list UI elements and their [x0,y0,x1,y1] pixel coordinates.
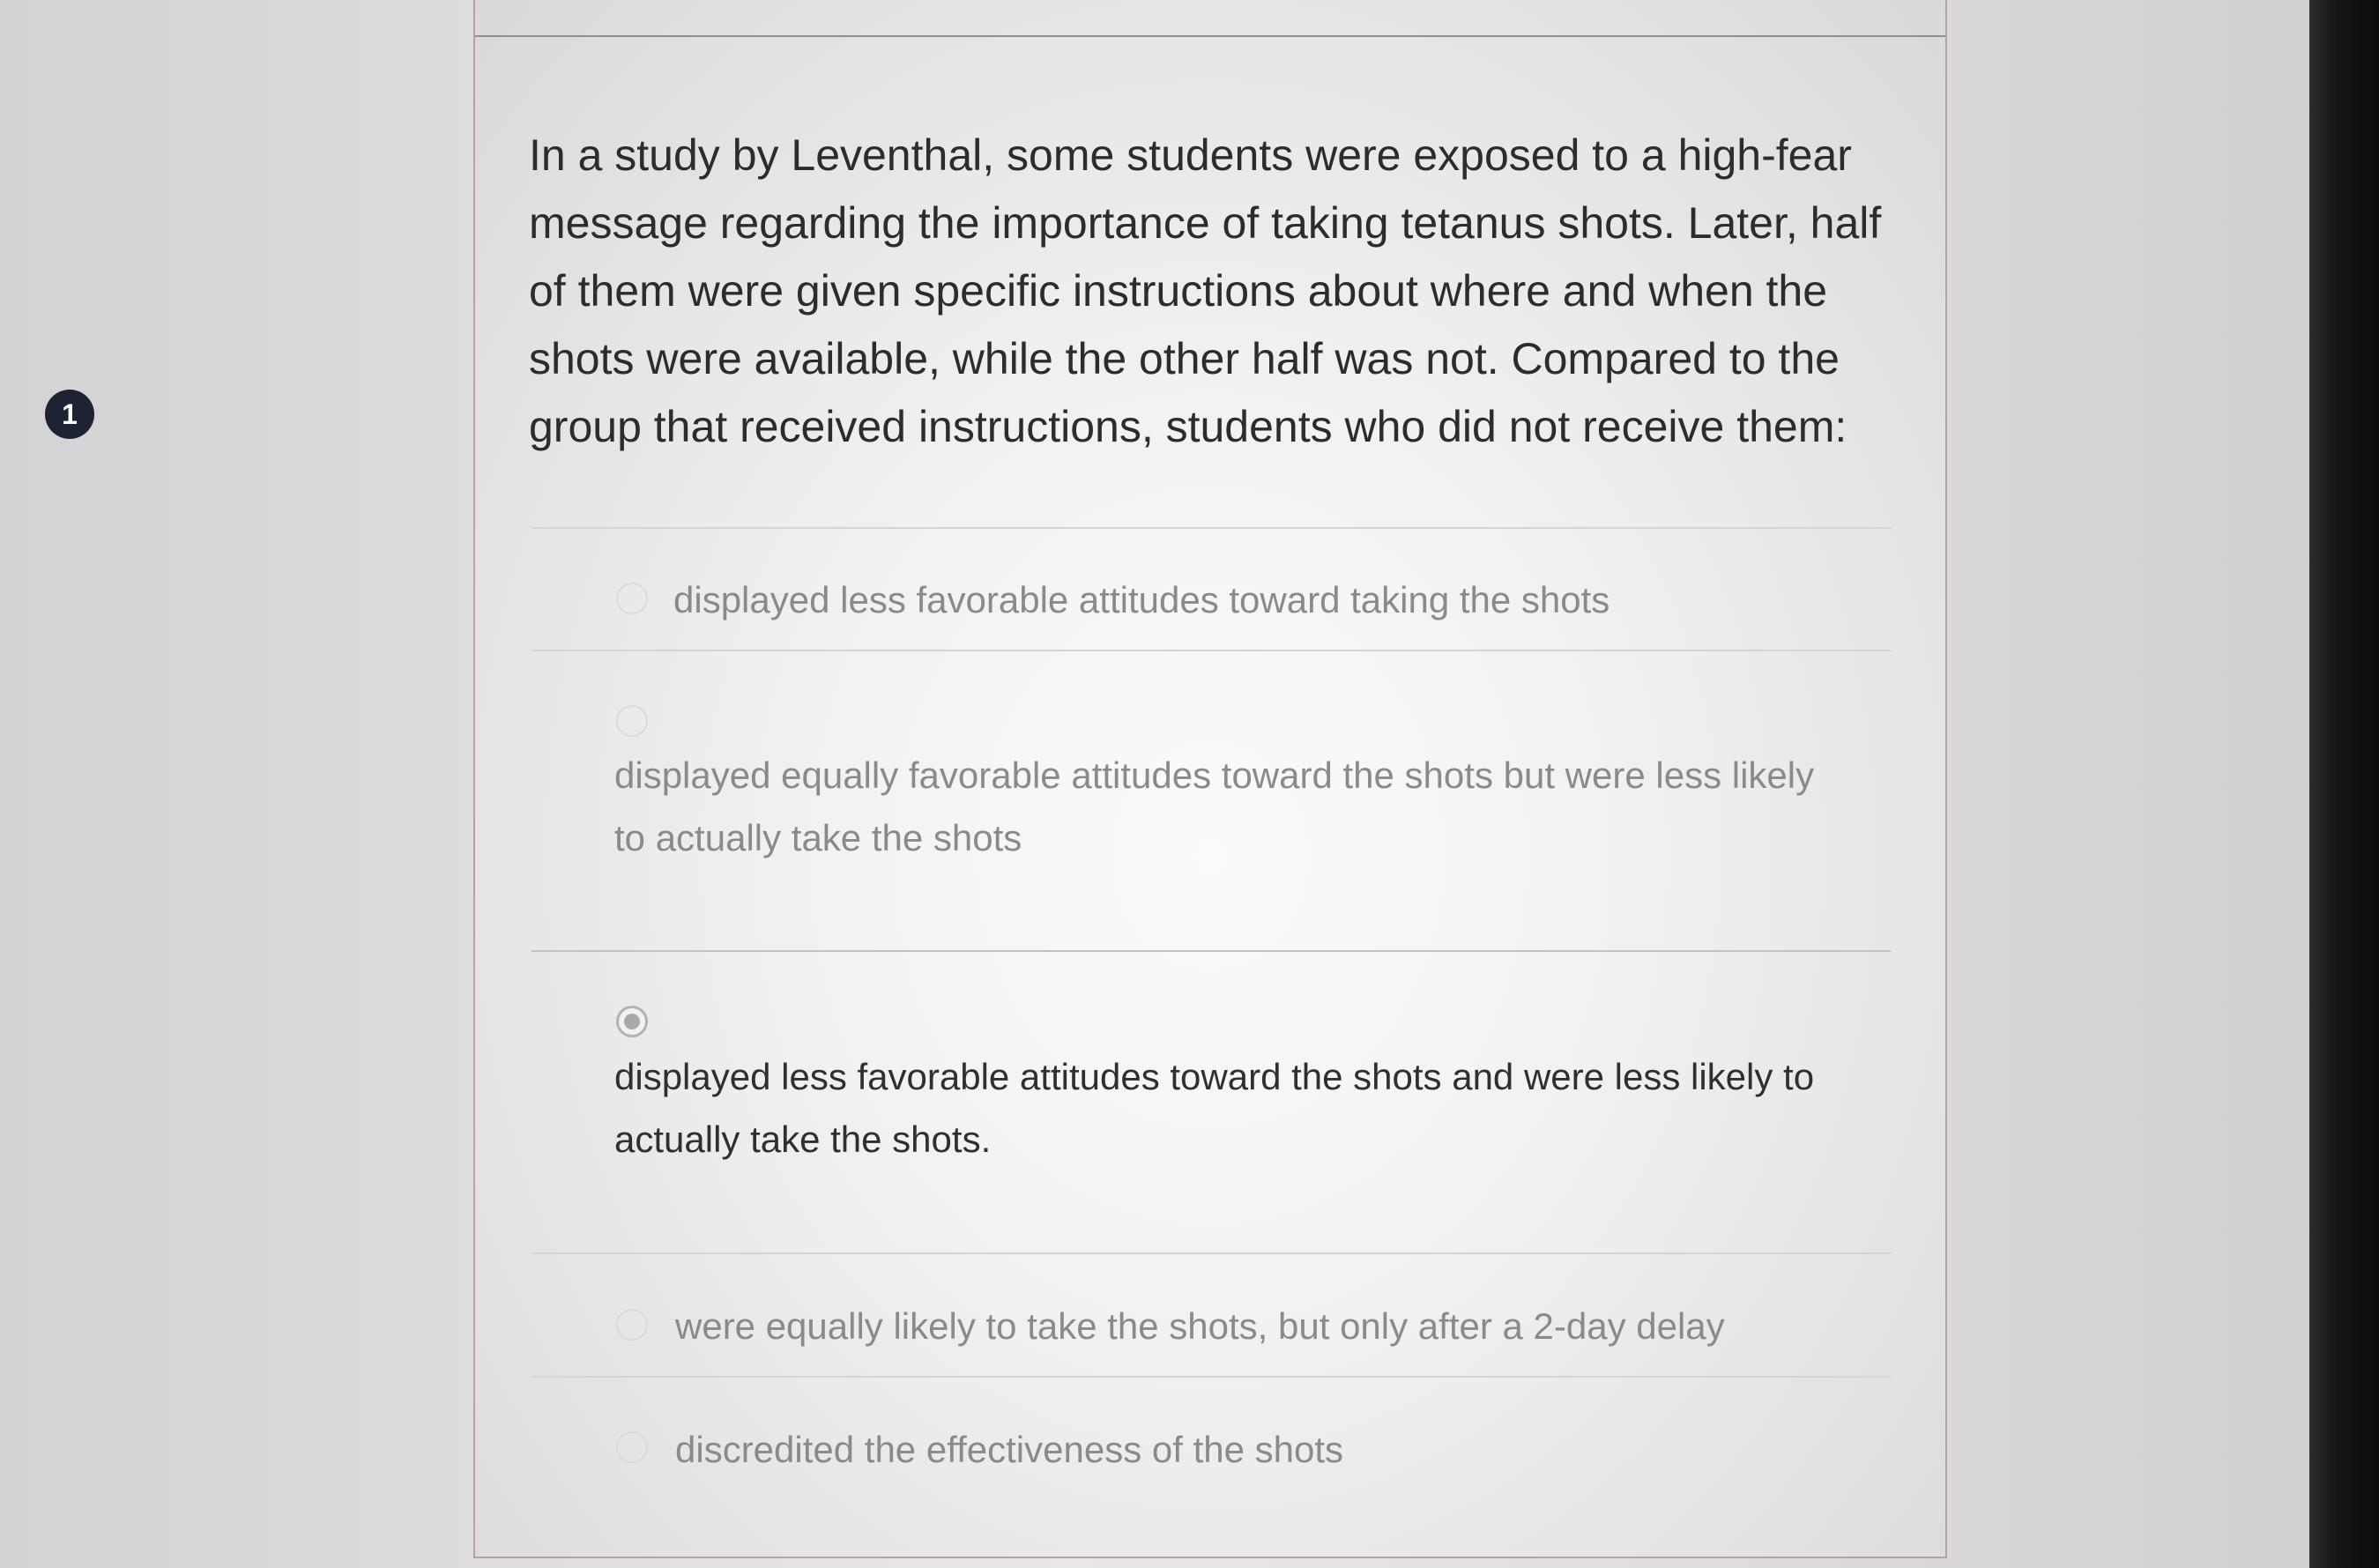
question-text: In a study by Leventhal, some students were exposed to a high-fear message regarding the importance of taking tetanus shots. Later, half of them were given specific instructions about where and when the shots were available, while the other half was not. Compared to the group that received instructions, students who did not receive them: [529,130,1882,451]
screen-bezel [2309,0,2379,1568]
option-3-label[interactable]: displayed less favorable attitudes toward the shots and were less likely to actually take the shots. [614,1056,1815,1160]
answer-divider [532,950,1891,952]
card-top-divider [475,35,1945,37]
option-2-radio[interactable] [616,705,648,737]
option-5-radio[interactable] [616,1431,648,1463]
option-2-label[interactable]: displayed equally favorable attitudes toward the shots but were less likely to actually take the shots [614,754,1815,858]
option-4-label[interactable]: were equally likely to take the shots, but only after a 2-day delay [675,1305,1725,1347]
option-4-radio[interactable] [616,1309,648,1341]
answer-divider [532,650,1891,651]
option-5-label[interactable]: discredited the effectiveness of the shots [675,1429,1344,1470]
answer-divider [532,1376,1891,1378]
answer-divider [532,1252,1891,1254]
option-1-radio[interactable] [616,583,648,614]
question-number-badge: 1 [45,390,94,439]
answer-divider [532,527,1891,529]
option-1-label[interactable]: displayed less favorable attitudes toward taking the shots [673,579,1610,621]
option-3-radio[interactable] [616,1006,648,1037]
